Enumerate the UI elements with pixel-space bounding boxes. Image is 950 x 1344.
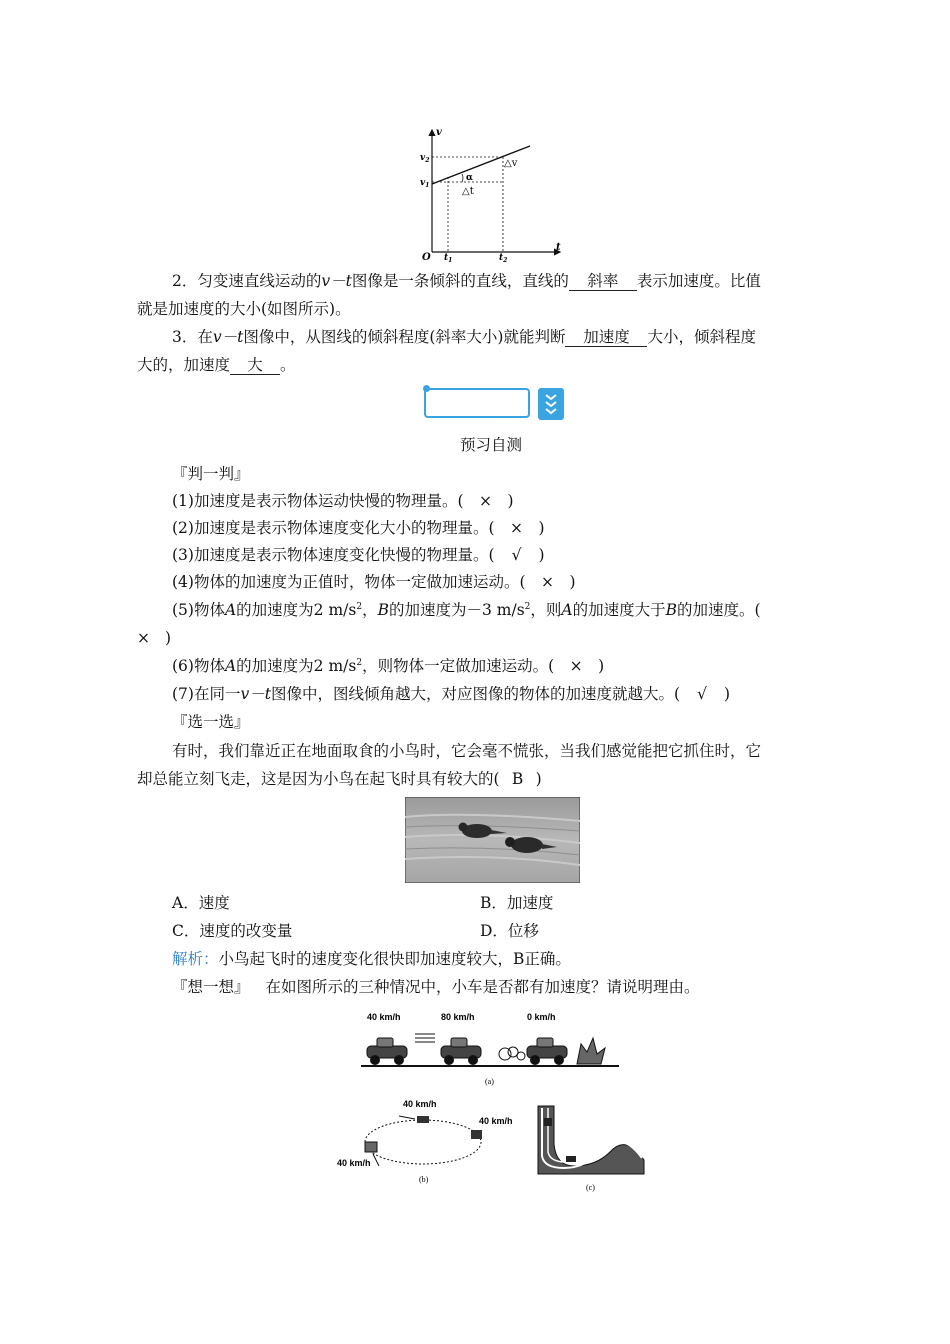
b-caption: (b) [419,1175,429,1184]
t2-label: $t_2$ [499,253,508,264]
judge-item-5-cont: × ) [137,629,172,647]
bird-photo [405,797,580,883]
car-icon [527,1038,567,1065]
analysis-label: 解析： [172,950,219,968]
judge-item-2: (2)加速度是表示物体速度变化大小的物理量。( × ) [172,519,545,537]
item3-blank2: 大 [230,356,280,375]
judge-item-5: (5)物体A的加速度为2 $m/s^2$，B的加速度为－3 $m/s^2$，则A的加速度大于B的加速度。( [172,601,761,619]
judge-item-3: (3)加速度是表示物体速度变化快慢的物理量。( √ ) [172,546,545,564]
b-speed-right: 40 km/h [479,1116,513,1126]
v1-label: $v_1$ [420,178,430,189]
judge-item-4: (4)物体的加速度为正值时，物体一定做加速运动。( × ) [172,573,576,591]
choose-heading: 『选一选』 [172,713,250,731]
option-b[interactable]: B．加速度 [480,894,554,912]
chevron-down-icon [538,388,564,420]
item3-blank1: 加速度 [565,328,647,347]
item3-line1: 3．在v－t图像中，从图线的倾斜程度(斜率大小)就能判断 加速度 大小，倾斜程度 [172,328,756,346]
cars-figure-c [530,1104,650,1196]
option-d[interactable]: D．位移 [480,922,539,940]
cars-figure-b [335,1096,525,1188]
b-speed-left: 40 km/h [337,1158,371,1168]
a-caption: (a) [485,1077,494,1086]
item2-line1: 2．匀变速直线运动的v－t图像是一条倾斜的直线，直线的 斜率 表示加速度。比值 [172,272,761,290]
car-icon [441,1038,481,1065]
judge-item-6: (6)物体A的加速度为2 $m/s^2$，则物体一定做加速运动。( × ) [172,657,605,675]
option-a[interactable]: A．速度 [172,894,230,912]
c-caption: (c) [586,1183,595,1192]
analysis: 解析：小鸟起飞时的速度变化很快即加速度较大，B正确。 [172,950,571,968]
a-speed-1: 40 km/h [367,1012,401,1022]
a-speed-3: 0 km/h [527,1012,556,1022]
item2-blank: 斜率 [569,272,637,291]
think-line: 『想一想』 在如图所示的三种情况中，小车是否都有加速度？请说明理由。 [172,978,700,996]
choose-question-line2: 却总能立刻飞走，这是因为小鸟在起飞时具有较大的( B ) [137,770,542,788]
choose-question-line1: 有时，我们靠近正在地面取食的小鸟时，它会毫不慌张，当我们感觉能把它抓住时，它 [172,742,762,760]
option-c[interactable]: C．速度的改变量 [172,922,293,940]
item3-line2: 大的，加速度 大 。 [137,356,296,374]
judge-heading: 『判一判』 [172,465,250,483]
a-speed-2: 80 km/h [441,1012,475,1022]
cars-figure-a [355,1008,625,1090]
judge-item-7: (7)在同一v－t图像中，图线倾角越大，对应图像的物体的加速度就越大。( √ ) [172,685,731,703]
vt-graph [410,124,570,264]
origin-label: O [422,252,431,263]
axis-t-label: t [556,242,561,253]
v2-label: $v_2$ [420,153,430,164]
section-banner [424,387,566,421]
b-speed-top: 40 km/h [403,1099,437,1109]
alpha-label: α [466,173,473,183]
t1-label: $t_1$ [444,253,453,264]
car-icon [367,1038,407,1065]
delta-v-label: △v [504,158,518,169]
item2-line2: 就是加速度的大小(如图所示)。 [137,300,351,318]
delta-t-label: △t [462,186,474,197]
section-title: 预习自测 [460,436,523,454]
axis-v-label: v [436,127,442,138]
judge-item-1: (1)加速度是表示物体运动快慢的物理量。( × ) [172,492,514,510]
